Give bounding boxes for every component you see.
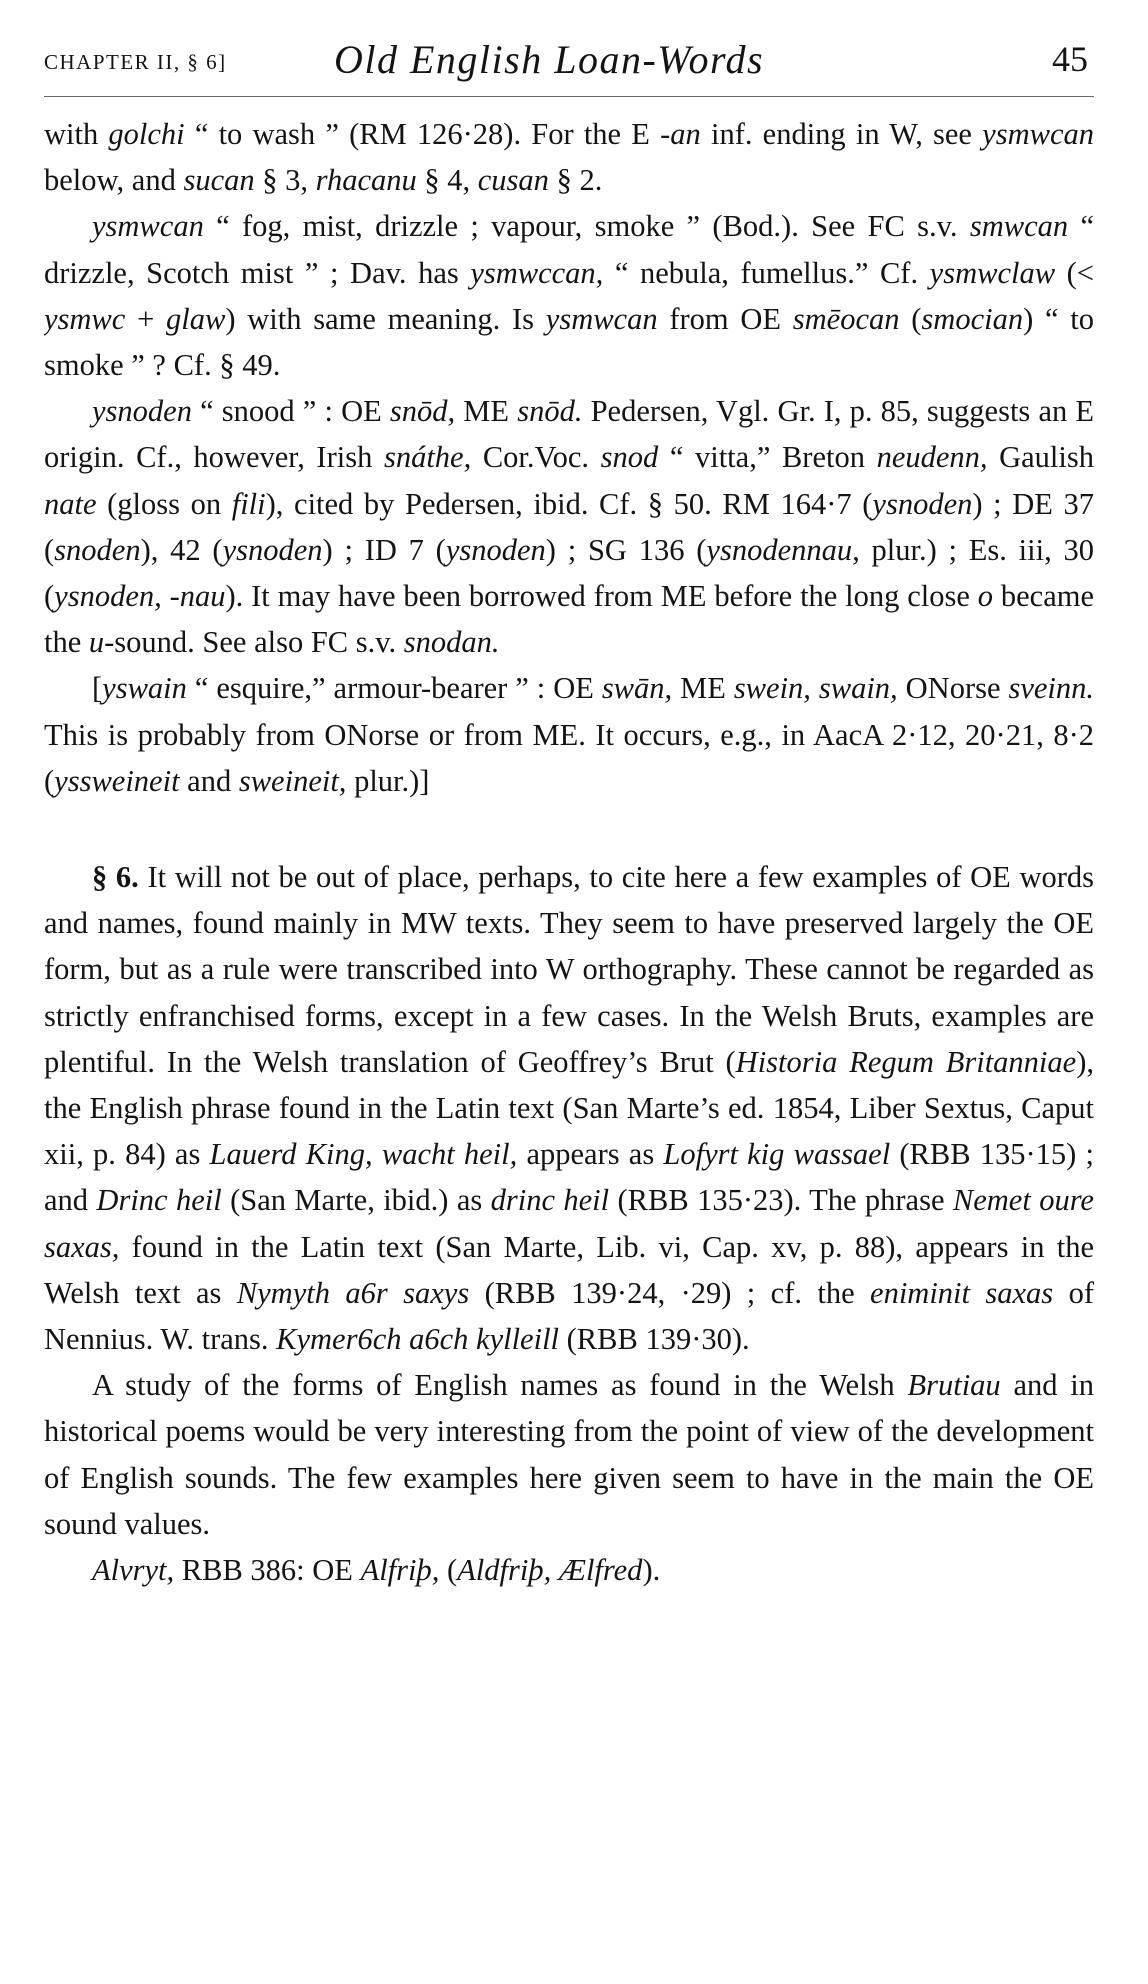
italic-term: Lauerd King, wacht heil, [209,1137,518,1172]
text-run: found in the Latin text (San Marte, Lib. vi, Cap. xv, p. 88), appears in the Welsh text as [44,1229,1094,1310]
italic-term: neudenn, [876,440,988,475]
italic-term: Kymer6ch a6ch kylleill [276,1322,560,1357]
text-run: (RBB 139·30). [559,1322,750,1357]
italic-term: ysnoden [445,532,546,567]
text-run: “ snood ” : OE [191,394,390,429]
text-run: ME [672,671,734,706]
italic-term: golchi [108,117,185,151]
text-run: “ esquire,” armour-bearer ” : OE [186,671,602,706]
text-run: from OE [657,301,793,336]
italic-term: swān, [601,671,673,706]
entry-ysmwcan [44,203,1094,388]
italic-term: swein, swain, [733,671,898,706]
italic-term: -an [660,117,701,151]
text-run: ) ; DE 37 ( [44,486,1094,567]
text-run: “ to wash ” (RM 126·28). For the E [184,117,661,151]
italic-term: Alfriþ, [360,1553,440,1588]
text-run: Gaulish [987,440,1094,475]
text-run: and [179,763,239,798]
text-run: ) with same meaning. Is [225,301,546,336]
text-run: plur.) ; Es. iii, 30 ( [44,532,1094,614]
text-run: (< [1055,255,1094,290]
italic-term: snōd, [389,394,456,429]
text-run: § 2. [548,163,603,198]
italic-term: ysmwclaw [929,255,1056,290]
text-run: plur.)] [346,763,430,798]
italic-term: eniminit saxas [870,1275,1054,1310]
text-run: Pedersen, Vgl. Gr. I, p. 85, suggests an E origin. Cf., however, Irish [44,394,1094,475]
italic-term: ysmwcan [92,209,204,244]
italic-term: Brutiau [907,1368,1001,1403]
body-text [44,111,1094,1593]
text-run: ). It may have been borrowed from ME before the long close [225,579,978,614]
header-rule [44,96,1094,97]
text-run: “ vitta,” Breton [658,440,877,475]
text-run: § 4, [416,163,478,198]
italic-term: ysnoden [92,394,192,429]
italic-term: rhacanu [315,163,417,198]
italic-term: ysmwc [44,301,126,336]
text-run: This is probably from ONorse or from ME. It occurs, e.g., in AacA 2·12, 20·21, 8·2 ( [44,717,1094,798]
italic-term: ysnoden [222,532,323,567]
text-run: (RBB 135·23). The phrase [609,1183,953,1218]
text-run: (RBB 139·24, ·29) ; cf. the [469,1275,871,1310]
entry-golchi-continued [44,111,1094,203]
italic-term: Nemet oure saxas, [44,1183,1094,1264]
text-run: ), the English phrase found in the Latin text (San Marte’s ed. 1854, Liber Sextus, Caput xii, p. 84) as [44,1044,1094,1172]
text-run: ONorse [897,671,1009,706]
book-page [44,36,1094,1956]
text-run: ) ; SG 136 ( [545,532,707,567]
italic-term: sucan [183,163,255,198]
text-run: below, and [44,163,184,198]
italic-term: ysnoden, -nau [54,579,226,614]
text-run: inf. ending in W, see [700,117,983,151]
italic-term: u [88,625,105,660]
text-run: “ nebula, fumellus.” Cf. [603,255,930,290]
text-run: ) “ to smoke ” ? Cf. § 49. [44,301,1094,383]
text-run: of Nennius. W. trans. [44,1275,1094,1357]
italic-term: ysmwccan, [470,255,604,290]
italic-term: yswain [102,671,187,706]
italic-term: snōd. [517,394,583,429]
text-run: and in historical poems would be very interesting from the point of view of the development of English sounds. The few examples here given seem to have in the main the OE sound values. [44,1368,1094,1541]
text-run: ). [642,1553,661,1588]
running-title: Old English Loan-Words [334,37,765,82]
text-run: ME [455,394,518,429]
italic-term: Historia Regum Britanniae [735,1044,1077,1079]
text-run: ( [439,1553,458,1588]
italic-term: smocian [921,301,1024,336]
italic-term: Nymyth a6r saxys [236,1275,470,1310]
text-run: “ drizzle, Scotch mist ” ; Dav. has [44,209,1094,290]
italic-term: smēocan [792,301,900,336]
italic-term: snáthe, [383,440,472,475]
section-6-paragraph [44,854,1094,1362]
text-run: A study of the forms of English names as found in the Welsh [92,1368,908,1403]
italic-term: ysmwcan [982,117,1094,151]
italic-term: ysmwcan [545,301,658,336]
italic-term: fili [231,486,266,521]
italic-term: yssweineit [54,763,180,798]
text-run: Cor.Voc. [471,440,601,475]
italic-term: cusan [477,163,549,198]
text-run: appears as [517,1137,664,1172]
paragraph-brutiau-study [44,1362,1094,1547]
text-run: § 3, [254,163,316,198]
page-number: 45 [1052,39,1088,79]
italic-term: ysnodennau, [706,532,860,567]
italic-term: sweineit, [238,763,347,798]
text-run: -sound. See also FC s.v. [104,625,404,660]
italic-term: snod [600,440,659,475]
text-run: It will not be out of place, perhaps, to cite here a few examples of OE words and names, found mainly in MW texts. They seem to have preserved largely the OE form, but as a rule were transcribed into W orthography. These cannot be regarded as strictly enfranchised forms, except in a few cases. In the Welsh Bruts, examples are plentiful. In the Welsh translation of Geoffrey’s Brut ( [44,860,1094,1079]
italic-term: sveinn. [1008,671,1094,706]
italic-term: Drinc heil [96,1183,222,1218]
entry-yswain [44,665,1094,804]
italic-term: ysnoden [872,486,973,521]
entry-ysnoden [44,388,1094,665]
page-header [44,36,1094,88]
text-run: with [44,117,109,151]
entry-alvryt [44,1547,1094,1593]
italic-term: o [977,579,994,614]
italic-term: Alvryt, [92,1553,175,1588]
italic-term: Aldfriþ, Ælfred [457,1553,643,1588]
text-run: “ fog, mist, drizzle ; vapour, smoke ” (Bod.). See FC s.v. [203,209,970,244]
italic-term: drinc heil [490,1183,610,1218]
italic-term: snoden [54,532,141,567]
section-number: § 6. [92,860,139,895]
text-run: RBB 386: OE [174,1553,361,1588]
text-run: + [125,301,167,336]
text-run: (San Marte, ibid.) as [221,1183,491,1218]
text-run: became the [44,579,1094,660]
italic-term: Lofyrt kig wassael [663,1137,891,1172]
italic-term: snodan. [403,625,500,660]
text-run: ( [899,301,922,336]
italic-term: nate [44,486,97,521]
text-run: ), 42 ( [140,532,223,567]
text-run: [ [92,671,103,706]
running-head: CHAPTER II, § 6] [44,50,227,74]
text-run: ) ; ID 7 ( [322,532,446,567]
text-run: (RBB 135·15) ; and [44,1137,1094,1218]
italic-term: smwcan [969,209,1069,244]
text-run: ), cited by Pedersen, ibid. Cf. § 50. RM 164·7 ( [265,486,873,521]
text-run: (gloss on [96,486,232,521]
italic-term: glaw [166,301,226,336]
